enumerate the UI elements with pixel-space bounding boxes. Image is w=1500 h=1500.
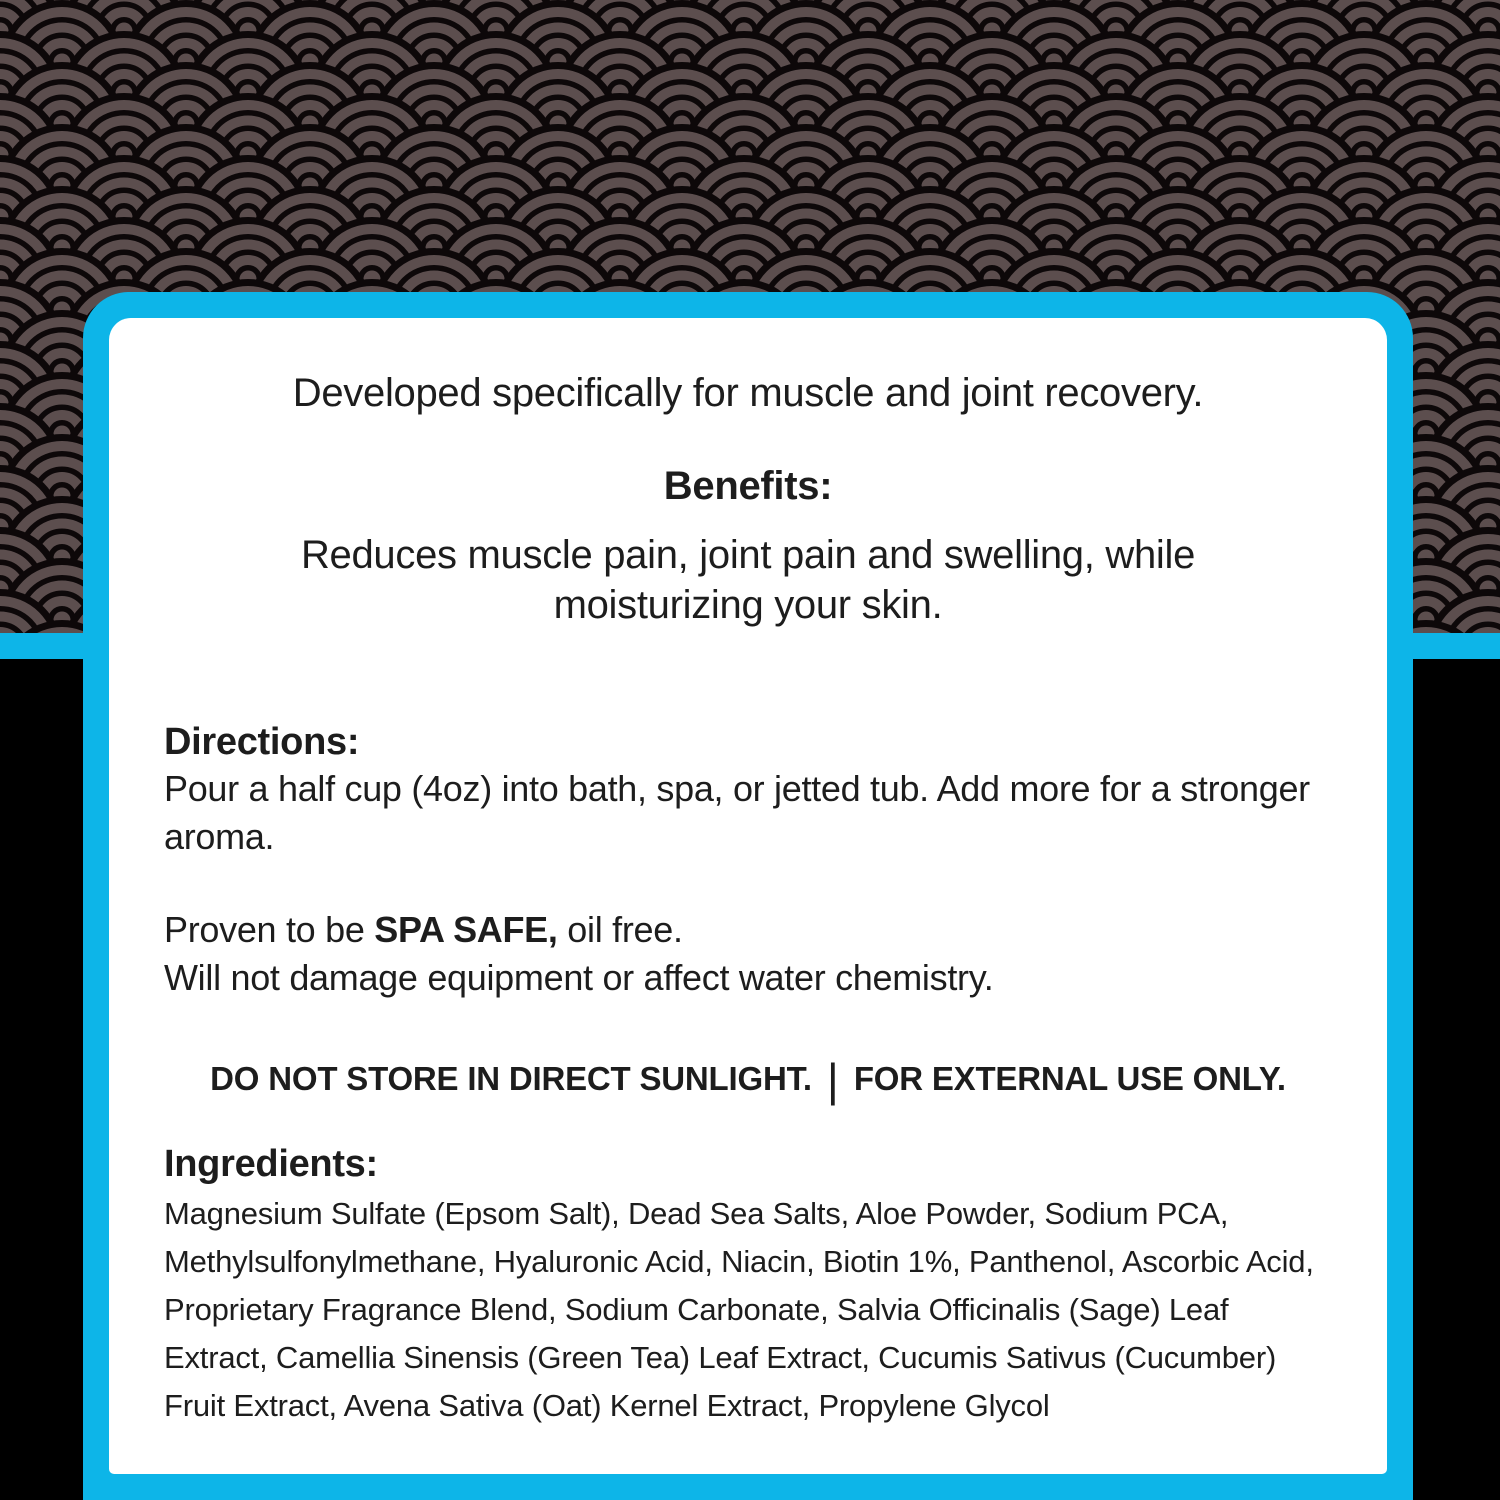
ingredients-heading: Ingredients: bbox=[164, 1143, 378, 1185]
intro-text: Developed specifically for muscle and joint recovery. bbox=[292, 371, 1204, 415]
benefits-heading: Benefits: bbox=[663, 464, 833, 508]
spa-safe-line2: Will not damage equipment or affect water chemistry. bbox=[164, 957, 994, 998]
warning-part1: DO NOT STORE IN DIRECT SUNLIGHT. bbox=[210, 1060, 812, 1097]
spa-safe-prefix: Proven to be bbox=[164, 909, 375, 950]
info-card bbox=[83, 292, 1413, 1500]
warning-part2: FOR EXTERNAL USE ONLY. bbox=[853, 1060, 1286, 1097]
ingredients-body: Magnesium Sulfate (Epsom Salt), Dead Sea Salts, Aloe Powder, Sodium PCA, Methylsulfonylmethane, Hyaluronic Acid, Niacin, Biotin 1%, Panthenol, Ascorbic Acid, Proprietary Fragrance Blend, Sodium Carbonate, Salvia Officinalis (Sage) Leaf Extract, Camellia Sinensis (Green Tea) Leaf Extract, Cucumis Sativus (Cucumber) Fruit Extract, Avena Sativa (Oat) Kernel Extract, Propylene Glycol bbox=[164, 1196, 1314, 1423]
spa-safe-note bbox=[164, 906, 1332, 1002]
storage-warning bbox=[164, 1054, 1332, 1106]
spa-safe-bold: SPA SAFE, bbox=[374, 909, 558, 950]
warning-separator: | bbox=[826, 1054, 839, 1106]
benefits-body-text: Reduces muscle pain, joint pain and swelling, while moisturizing your skin. bbox=[300, 533, 1196, 627]
card-surface bbox=[109, 318, 1387, 1474]
spa-safe-suffix: oil free. bbox=[557, 909, 683, 950]
directions-body: Pour a half cup (4oz) into bath, spa, or jetted tub. Add more for a stronger aroma. bbox=[164, 768, 1310, 857]
directions-heading: Directions: bbox=[164, 721, 360, 763]
spa-safe-line bbox=[164, 909, 683, 950]
benefits-body bbox=[164, 530, 1332, 630]
